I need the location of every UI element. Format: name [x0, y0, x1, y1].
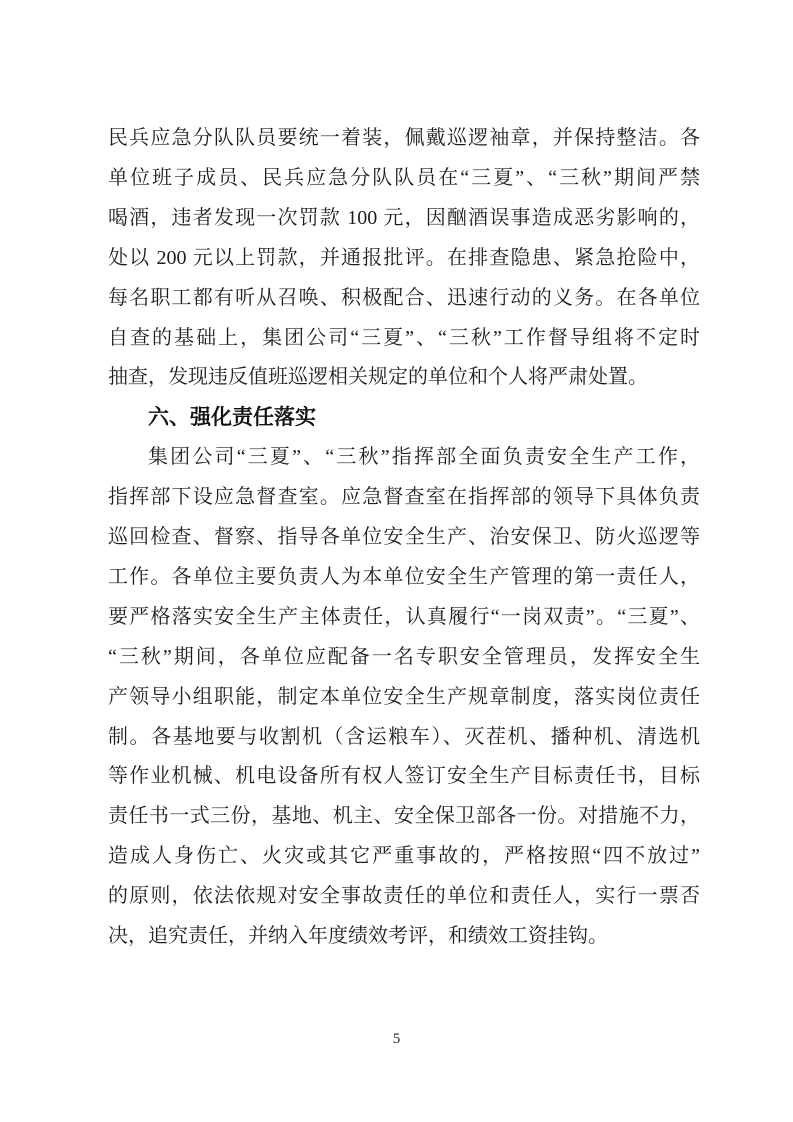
text-line: “三秋”期间，各单位应配备一名专职安全管理员，发挥安全生 [108, 645, 700, 668]
text-line: 工作。各单位主要负责人为本单位安全生产管理的第一责任人， [108, 565, 700, 588]
document-body [108, 119, 700, 957]
text-line: 等作业机械、机电设备所有权人签订安全生产目标责任书，目标 [108, 765, 700, 788]
text-line: 责任书一式三份，基地、机主、安全保卫部各一份。对措施不力， [108, 805, 700, 828]
text-line: 指挥部下设应急督查室。应急督查室在指挥部的领导下具体负责 [108, 486, 700, 509]
text-line: 喝酒，违者发现一次罚款 100 元，因酗酒误事造成恶劣影响的， [108, 206, 700, 229]
text-line: 造成人身伤亡、火灾或其它严重事故的，严格按照“四不放过” [108, 845, 700, 868]
text-line: 制。各基地要与收割机（含运粮车）、灭茬机、播种机、清选机 [108, 725, 700, 748]
text-line: 每名职工都有听从召唤、积极配合、迅速行动的义务。在各单位 [108, 286, 700, 309]
text-line: 自查的基础上，集团公司“三夏”、“三秋”工作督导组将不定时 [108, 326, 700, 349]
text-line: 的原则，依法依规对安全事故责任的单位和责任人，实行一票否 [108, 885, 700, 908]
page-footer [0, 1030, 793, 1048]
page-number: 5 [392, 1031, 401, 1047]
text-line: 抽查，发现违反值班巡逻相关规定的单位和个人将严肃处置。 [108, 366, 648, 389]
text-line: 要严格落实安全生产主体责任，认真履行“一岗双责”。“三夏”、 [108, 605, 700, 628]
text-line: 产领导小组职能，制定本单位安全生产规章制度，落实岗位责任 [108, 685, 700, 708]
text-line: 决，追究责任，并纳入年度绩效考评，和绩效工资挂钩。 [108, 925, 608, 948]
text-line: 单位班子成员、民兵应急分队队员在“三夏”、“三秋”期间严禁 [108, 166, 700, 189]
text-line: 集团公司“三夏”、“三秋”指挥部全面负责安全生产工作， [148, 446, 700, 469]
paragraph-section-body [108, 438, 700, 957]
text-line: 巡回检查、督察、指导各单位安全生产、治安保卫、防火巡逻等 [108, 526, 700, 549]
paragraph-continuation [108, 119, 700, 398]
text-line: 处以 200 元以上罚款，并通报批评。在排查隐患、紧急抢险中， [108, 246, 700, 269]
text-line: 民兵应急分队队员要统一着装，佩戴巡逻袖章，并保持整洁。各 [108, 127, 700, 149]
section-heading: 六、强化责任落实 [148, 406, 316, 430]
